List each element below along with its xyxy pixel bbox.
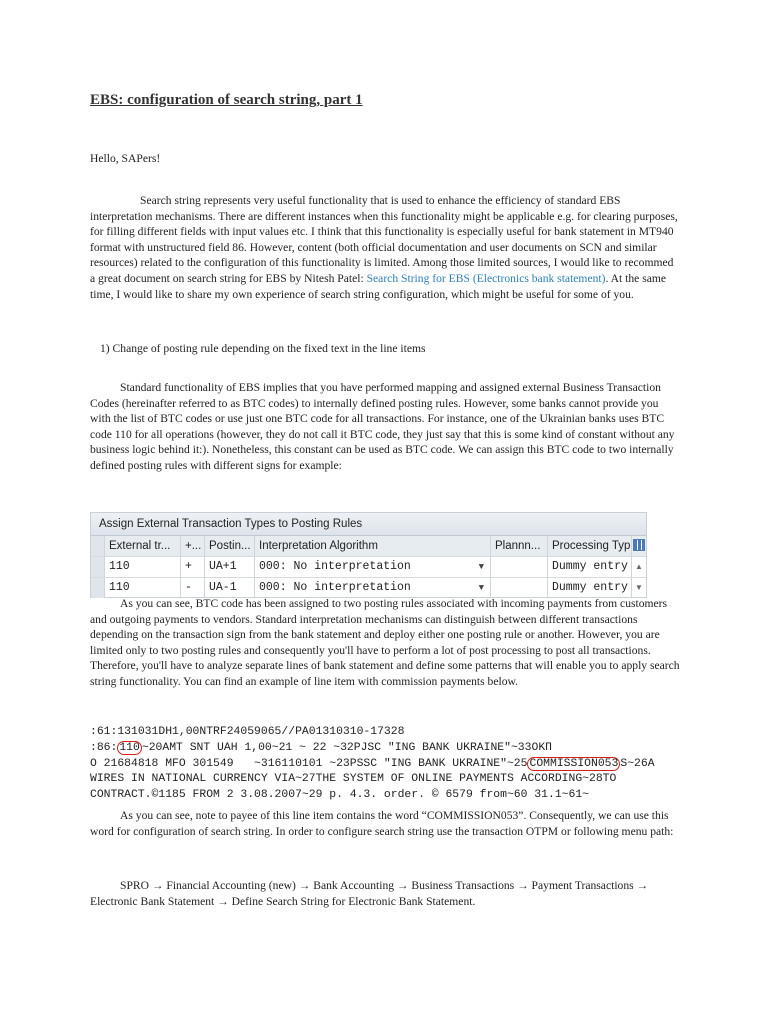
list-item-1: 1) Change of posting rule depending on the fixed text in the line items [100,342,426,355]
code-segment: :86: [90,741,118,754]
column-header[interactable]: Postin... [205,536,255,556]
paragraph-search-word: As you can see, note to payee of this line item contains the word “COMMISSION053”. Consequently, we can use this word for configuration of search string. In order to configure search string use the transaction OTPM or following menu path: [90,809,674,838]
highlighted-btc-code: 110 [119,741,140,754]
sign-cell[interactable]: - [181,578,205,598]
posting-rule-cell[interactable]: UA-1 [205,578,255,598]
column-header[interactable]: External tr... [105,536,181,556]
row-selector[interactable] [91,557,105,577]
sap-table-title: Assign External Transaction Types to Posting Rules [91,513,646,536]
column-header[interactable]: Interpretation Algorithm [255,536,491,556]
paragraph-btc: Standard functionality of EBS implies that you have performed mapping and assigned external Business Transaction Codes (hereinafter referred to as BTC codes) to internally defined posting rules. However, some banks cannot provide you with the list of BTC codes or use just one BTC code for all transactions. For instance, one of the Ukrainian banks uses BTC code 110 for all operations (however, they do not call it BTC code, they just say that this is some kind of constant without any business logic behind it:). Nonetheless, this constant can be used as BTC code. We can assign this BTC code to two internally defined posting rules with different signs for example: [90,381,675,472]
interpretation-algorithm-dropdown[interactable] [255,578,491,598]
table-row[interactable] [91,557,646,578]
bank-statement-excerpt [90,725,655,804]
interpretation-algorithm-dropdown[interactable] [255,557,491,577]
page-title: EBS: configuration of search string, part 1 [90,92,363,108]
row-selector[interactable] [91,578,105,598]
paragraph-intro [90,193,680,302]
column-header[interactable]: +... [181,536,205,556]
chevron-down-icon[interactable]: ▼ [478,583,484,593]
code-line [90,757,655,773]
posting-rule-cell[interactable]: UA+1 [205,557,255,577]
planning-type-cell[interactable] [491,578,548,598]
code-segment: ~20AMT SNT UAH 1,00~21 ~ 22 ~32PJSC "ING BANK UKRAINE"~33OKП [141,741,552,754]
column-header[interactable]: Processing Typ [548,536,632,556]
processing-type-cell[interactable]: Dummy entry [548,557,632,577]
external-transaction-cell[interactable]: 110 [105,557,181,577]
sign-cell[interactable]: + [181,557,205,577]
code-line [90,741,655,757]
column-settings-icon[interactable] [632,536,646,556]
paragraph-menu-path: SPRO → Financial Accounting (new) → Bank Accounting → Business Transactions → Payment Transactions → Electronic Bank Statement → Define Search String for Electronic Bank Statement. [90,879,649,908]
highlighted-commission-text: COMMISSION053 [529,757,619,770]
column-header[interactable]: Plannn... [491,536,548,556]
select-all-cell[interactable] [91,536,105,556]
code-line: CONTRACT.©1185 FROM 2 3.08.2007~29 p. 4.3. order. © 6579 from~60 31.1~61~ [90,789,589,802]
table-header-row [91,536,646,557]
table-row[interactable] [91,578,646,598]
intro-text-end: . At the same time, I would like to share my own experience of search string configuration, which might be useful for some of you. [90,271,667,301]
chevron-down-icon[interactable]: ▼ [478,562,484,572]
code-segment: O 21684818 MFO 301549 ~316110101 ~23PSSC "ING BANK UKRAINE"~25 [90,757,528,770]
document-link[interactable]: Search String for EBS (Electronics bank statement) [366,271,606,285]
intro-text-start: Search string represents very useful functionality that is used to enhance the efficiency of standard EBS interpretation mechanisms. There are different instances when this functionality might be applicable e.g. for clearing purposes, for filling different fields with input values etc. I think that this functionality is especially useful for bank statement in MT940 format with unstructured field 86. However, content (both official documentation and user documents on SCN and similar resources) related to the configuration of this functionality is limited. Among those limited sources, I would like to recommed a great document on search string for EBS by Nitesh Patel: [90,194,678,285]
greeting: Hello, SAPers! [90,152,161,165]
code-segment: S~26A [620,757,655,770]
paragraph-posting-rules: As you can see, BTC code has been assigned to two posting rules associated with incoming payments from customers and outgoing payments to vendors. Standard interpretation mechanisms can distinguish between different transactions depending on the transaction sign from the bank statement and deploy either one posting rule or another. However, you are limited only to two posting rules and consequently you'll have to perform a lot of post processing to post all transactions. Therefore, you'll have to analyze separate lines of bank statement and define some patterns that will enable you to apply search string functionality. You can find an example of line item with commission payments below. [90,597,680,688]
scroll-down-icon[interactable]: ▼ [635,583,643,592]
interpretation-algorithm-value: 000: No interpretation [259,560,411,573]
planning-type-cell[interactable] [491,557,548,577]
external-transaction-cell[interactable]: 110 [105,578,181,598]
processing-type-cell[interactable]: Dummy entry [548,578,632,598]
code-line: :61:131031DH1,00NTRF24059065//PA01310310-17328 [90,726,405,738]
code-line: WIRES IN NATIONAL CURRENCY VIA~27THE SYSTEM OF ONLINE PAYMENTS ACCORDING~28TO [90,773,617,786]
interpretation-algorithm-value: 000: No interpretation [259,581,411,594]
scroll-up-icon[interactable]: ▲ [635,562,643,571]
sap-posting-rules-table [90,512,647,598]
